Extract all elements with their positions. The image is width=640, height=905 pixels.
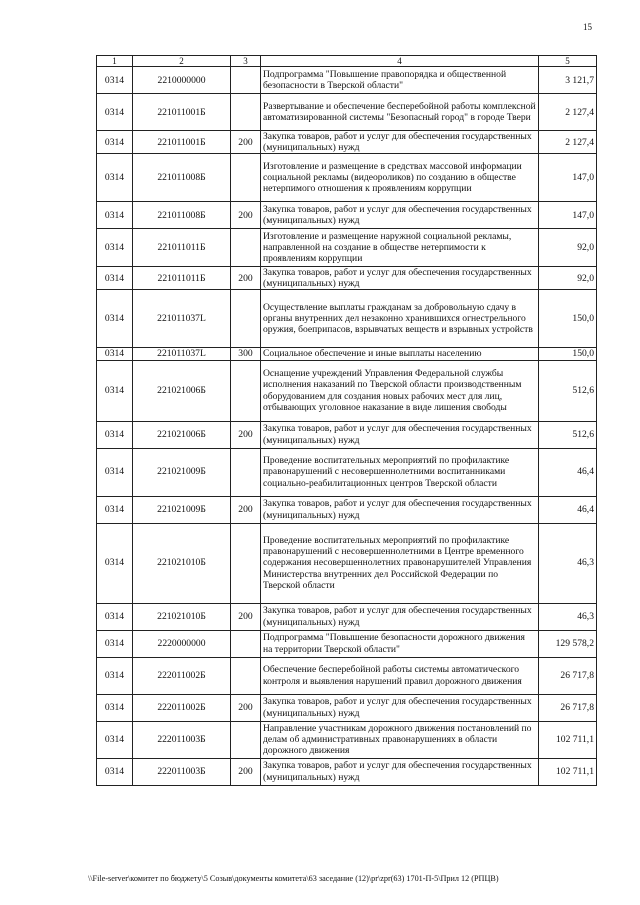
- target-article-cell: 221021009Б: [133, 496, 231, 523]
- amount-cell: 2 127,4: [539, 131, 597, 154]
- target-article-cell: 222011002Б: [133, 694, 231, 721]
- target-article-cell: 222011002Б: [133, 657, 231, 694]
- item-name-cell: Осуществление выплаты гражданам за добровольную сдачу в органы внутренних дел незаконно хранившихся огнестрельного оружия, боеприпасов, взрывчатых веществ и взрывных устройств: [261, 290, 539, 348]
- item-name-cell: Закупка товаров, работ и услуг для обеспечения государственных (муниципальных) нужд: [261, 131, 539, 154]
- section-code-cell: 0314: [97, 154, 133, 202]
- item-name-cell: Обеспечение бесперебойной работы системы автоматического контроля и выявления нарушений правил дорожного движения: [261, 657, 539, 694]
- item-name-cell: Закупка товаров, работ и услуг для обеспечения государственных (муниципальных) нужд: [261, 421, 539, 448]
- section-code-cell: 0314: [97, 348, 133, 360]
- table-row: [97, 290, 597, 348]
- table-row: [97, 758, 597, 785]
- item-name-cell: Закупка товаров, работ и услуг для обеспечения государственных (муниципальных) нужд: [261, 267, 539, 290]
- expense-type-cell: 200: [231, 267, 261, 290]
- amount-cell: 512,6: [539, 360, 597, 421]
- table-row: [97, 229, 597, 267]
- table-row: [97, 421, 597, 448]
- amount-cell: 46,4: [539, 496, 597, 523]
- amount-cell: 92,0: [539, 229, 597, 267]
- amount-cell: 102 711,1: [539, 721, 597, 758]
- amount-cell: 46,3: [539, 603, 597, 630]
- target-article-cell: 221021009Б: [133, 448, 231, 496]
- table-row: [97, 131, 597, 154]
- table-row: [97, 94, 597, 131]
- section-code-cell: 0314: [97, 630, 133, 657]
- item-name-cell: Проведение воспитательных мероприятий по профилактике правонарушений с несовершеннолетними воспитанниками социально-реабилитационных центров Тверской области: [261, 448, 539, 496]
- section-code-cell: 0314: [97, 131, 133, 154]
- expense-type-cell: 200: [231, 603, 261, 630]
- table-row: [97, 202, 597, 229]
- item-name-cell: Закупка товаров, работ и услуг для обеспечения государственных (муниципальных) нужд: [261, 496, 539, 523]
- expense-type-cell: [231, 360, 261, 421]
- column-header: 5: [539, 56, 597, 67]
- table-row: [97, 657, 597, 694]
- section-code-cell: 0314: [97, 657, 133, 694]
- item-name-cell: Оснащение учреждений Управления Федеральной службы исполнения наказаний по Тверской области производственным оборудованием для создания новых рабочих мест для лиц, отбывающих уголовное наказание в виде лишения свободы: [261, 360, 539, 421]
- item-name-cell: Подпрограмма "Повышение правопорядка и общественной безопасности в Тверской области": [261, 67, 539, 94]
- expense-type-cell: [231, 290, 261, 348]
- section-code-cell: 0314: [97, 360, 133, 421]
- expense-type-cell: [231, 67, 261, 94]
- item-name-cell: Изготовление и размещение в средствах массовой информации социальной рекламы (видеороликов) по созданию в обществе нетерпимого отношения к проявлениям коррупции: [261, 154, 539, 202]
- section-code-cell: 0314: [97, 267, 133, 290]
- amount-cell: 26 717,8: [539, 657, 597, 694]
- item-name-cell: Закупка товаров, работ и услуг для обеспечения государственных (муниципальных) нужд: [261, 694, 539, 721]
- budget-table: [96, 55, 597, 786]
- section-code-cell: 0314: [97, 229, 133, 267]
- table-row: [97, 360, 597, 421]
- table-row: [97, 267, 597, 290]
- table-row: [97, 523, 597, 603]
- item-name-cell: Закупка товаров, работ и услуг для обеспечения государственных (муниципальных) нужд: [261, 758, 539, 785]
- section-code-cell: 0314: [97, 721, 133, 758]
- item-name-cell: Развертывание и обеспечение бесперебойной работы комплексной автоматизированной системы "Безопасный город" в городе Твери: [261, 94, 539, 131]
- table-row: [97, 694, 597, 721]
- item-name-cell: Социальное обеспечение и иные выплаты населению: [261, 348, 539, 360]
- column-header: 1: [97, 56, 133, 67]
- target-article-cell: 221011011Б: [133, 267, 231, 290]
- amount-cell: 3 121,7: [539, 67, 597, 94]
- table-row: [97, 603, 597, 630]
- section-code-cell: 0314: [97, 694, 133, 721]
- table-row: [97, 154, 597, 202]
- target-article-cell: 221021010Б: [133, 523, 231, 603]
- table-row: [97, 67, 597, 94]
- amount-cell: 150,0: [539, 290, 597, 348]
- amount-cell: 46,4: [539, 448, 597, 496]
- expense-type-cell: 200: [231, 496, 261, 523]
- target-article-cell: 221011011Б: [133, 229, 231, 267]
- column-header: 2: [133, 56, 231, 67]
- expense-type-cell: 200: [231, 758, 261, 785]
- expense-type-cell: [231, 94, 261, 131]
- amount-cell: 102 711,1: [539, 758, 597, 785]
- amount-cell: 92,0: [539, 267, 597, 290]
- amount-cell: 147,0: [539, 154, 597, 202]
- table-row: [97, 448, 597, 496]
- section-code-cell: 0314: [97, 758, 133, 785]
- item-name-cell: Подпрограмма "Повышение безопасности дорожного движения на территории Тверской области": [261, 630, 539, 657]
- expense-type-cell: [231, 630, 261, 657]
- section-code-cell: 0314: [97, 448, 133, 496]
- target-article-cell: 222011003Б: [133, 758, 231, 785]
- section-code-cell: 0314: [97, 67, 133, 94]
- expense-type-cell: [231, 448, 261, 496]
- target-article-cell: 221011008Б: [133, 154, 231, 202]
- item-name-cell: Изготовление и размещение наружной социальной рекламы, направленной на создание в обществе нетерпимости к проявлениям коррупции: [261, 229, 539, 267]
- column-number-row: [97, 56, 597, 67]
- expense-type-cell: 200: [231, 131, 261, 154]
- table-row: [97, 630, 597, 657]
- column-header: 4: [261, 56, 539, 67]
- item-name-cell: Закупка товаров, работ и услуг для обеспечения государственных (муниципальных) нужд: [261, 603, 539, 630]
- target-article-cell: 222011003Б: [133, 721, 231, 758]
- section-code-cell: 0314: [97, 94, 133, 131]
- item-name-cell: Направление участникам дорожного движения постановлений по делам об административных правонарушениях в области дорожного движения: [261, 721, 539, 758]
- file-path-footer: \\File-server\комитет по бюджету\5 Созыв\документы комитета\63 заседание (12)\pr\zpr(63) 1701-П-5\Прил 12 (РПЦВ): [88, 874, 499, 883]
- section-code-cell: 0314: [97, 421, 133, 448]
- page-number: 15: [583, 22, 592, 32]
- expense-type-cell: 200: [231, 202, 261, 229]
- section-code-cell: 0314: [97, 603, 133, 630]
- expense-type-cell: [231, 523, 261, 603]
- expense-type-cell: [231, 229, 261, 267]
- amount-cell: 2 127,4: [539, 94, 597, 131]
- target-article-cell: 221021010Б: [133, 603, 231, 630]
- target-article-cell: 221011037L: [133, 290, 231, 348]
- amount-cell: 512,6: [539, 421, 597, 448]
- item-name-cell: Закупка товаров, работ и услуг для обеспечения государственных (муниципальных) нужд: [261, 202, 539, 229]
- expense-type-cell: [231, 154, 261, 202]
- table-row: [97, 348, 597, 360]
- table-row: [97, 721, 597, 758]
- target-article-cell: 221011008Б: [133, 202, 231, 229]
- table-row: [97, 496, 597, 523]
- section-code-cell: 0314: [97, 523, 133, 603]
- amount-cell: 150,0: [539, 348, 597, 360]
- expense-type-cell: 200: [231, 421, 261, 448]
- expense-type-cell: [231, 657, 261, 694]
- expense-type-cell: 300: [231, 348, 261, 360]
- amount-cell: 26 717,8: [539, 694, 597, 721]
- expense-type-cell: 200: [231, 694, 261, 721]
- target-article-cell: 221021006Б: [133, 421, 231, 448]
- target-article-cell: 221011001Б: [133, 131, 231, 154]
- section-code-cell: 0314: [97, 202, 133, 229]
- item-name-cell: Проведение воспитательных мероприятий по профилактике правонарушений с несовершеннолетними в Центре временного содержания несовершеннолетних правонарушителей Управления Министерства внутренних дел Российской Федерации по Тверской области: [261, 523, 539, 603]
- section-code-cell: 0314: [97, 290, 133, 348]
- target-article-cell: 221011001Б: [133, 94, 231, 131]
- section-code-cell: 0314: [97, 496, 133, 523]
- target-article-cell: 221011037L: [133, 348, 231, 360]
- target-article-cell: 221021006Б: [133, 360, 231, 421]
- target-article-cell: 2220000000: [133, 630, 231, 657]
- column-header: 3: [231, 56, 261, 67]
- amount-cell: 147,0: [539, 202, 597, 229]
- target-article-cell: 2210000000: [133, 67, 231, 94]
- amount-cell: 129 578,2: [539, 630, 597, 657]
- expense-type-cell: [231, 721, 261, 758]
- amount-cell: 46,3: [539, 523, 597, 603]
